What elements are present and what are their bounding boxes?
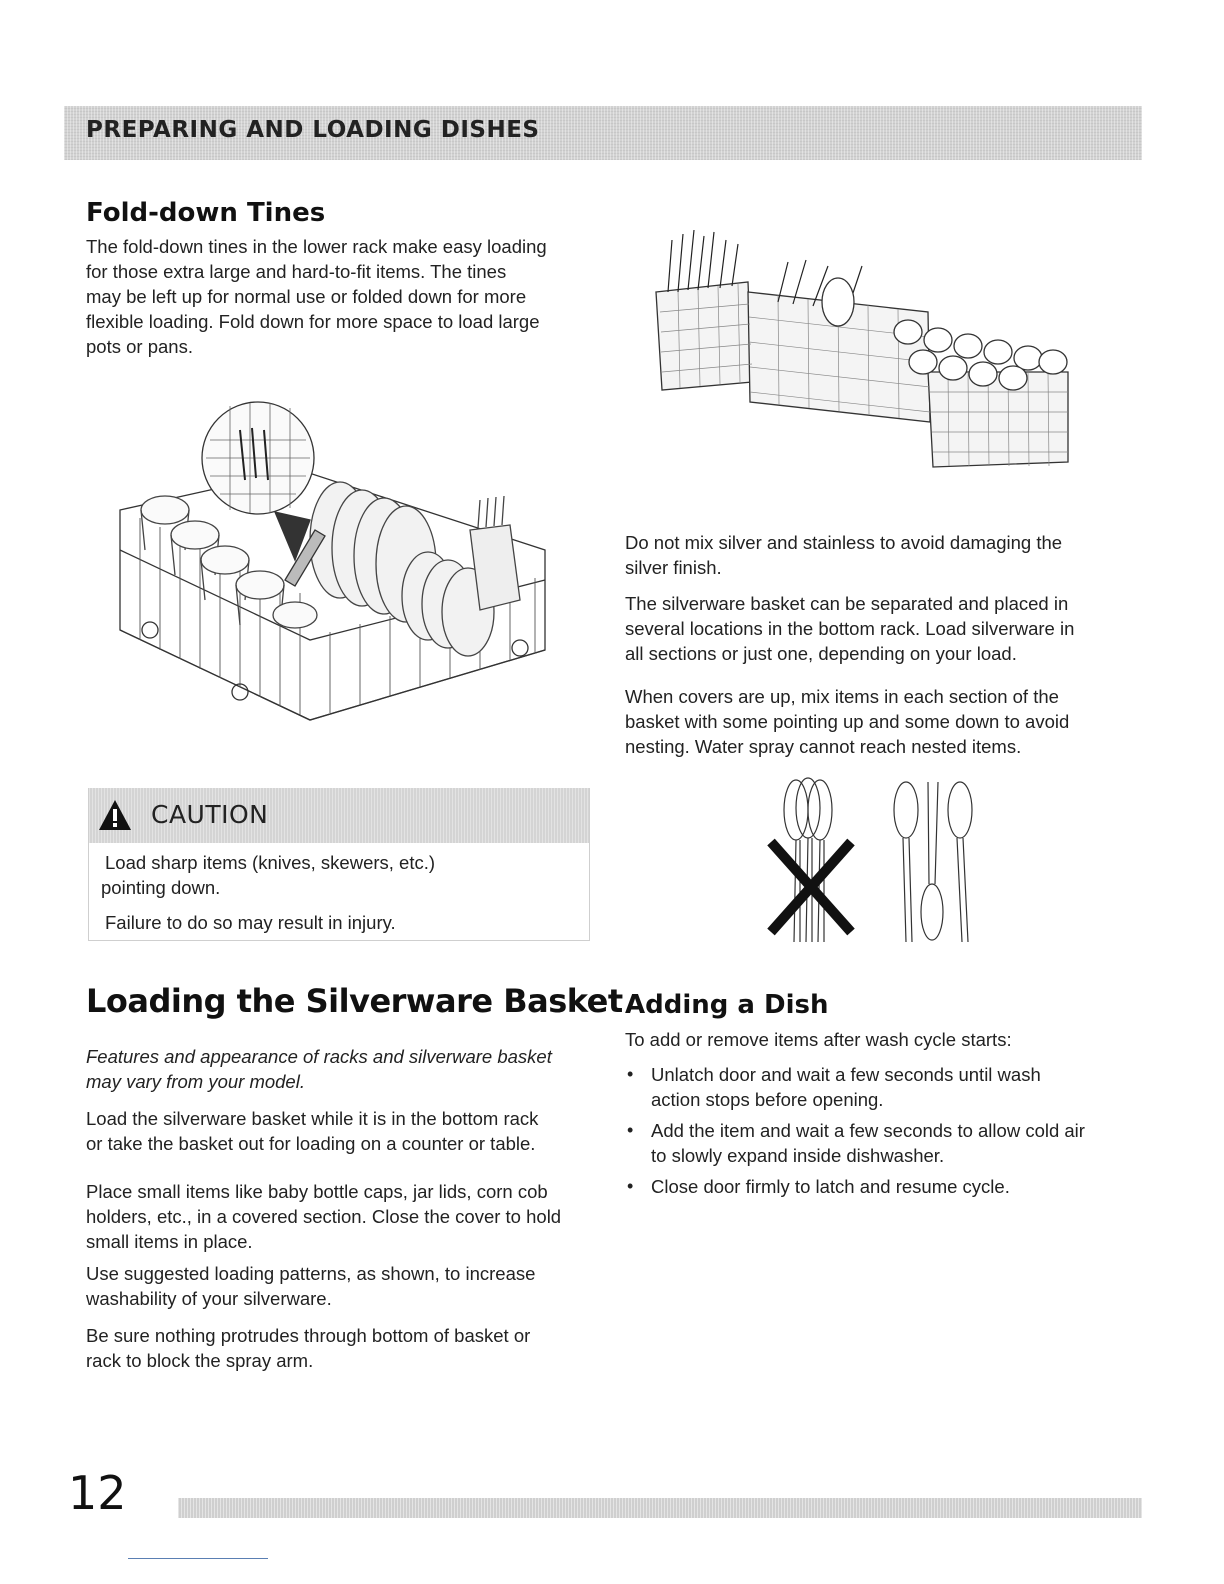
adding-dish-intro: To add or remove items after wash cycle starts: <box>625 1029 1012 1050</box>
adding-dish-steps <box>625 1062 1125 1205</box>
model-variation-note <box>86 1044 552 1094</box>
text-line: nesting. Water spray cannot reach nested items. <box>625 736 1022 757</box>
small-items-paragraph <box>86 1179 561 1254</box>
text-line: pointing down. <box>101 877 221 898</box>
text-line: The fold-down tines in the lower rack make easy loading <box>86 236 547 257</box>
page-number: 12 <box>68 1466 127 1520</box>
text-line: holders, etc., in a covered section. Close the cover to hold <box>86 1206 562 1227</box>
text-line: rack to block the spray arm. <box>86 1350 314 1371</box>
text-line: When covers are up, mix items in each section of the <box>625 686 1059 707</box>
silverware-basket-heading: Loading the Silverware Basket <box>86 982 623 1020</box>
text-line: The silverware basket can be separated and placed in <box>625 593 1069 614</box>
list-item <box>625 1118 1125 1168</box>
silverware-basket-illustration <box>648 222 1078 472</box>
adding-dish-heading: Adding a Dish <box>625 990 829 1020</box>
fold-down-tines-heading: Fold-down Tines <box>86 198 326 228</box>
text-line: washability of your silverware. <box>86 1288 332 1309</box>
text-line: basket with some pointing up and some down to avoid <box>625 711 1070 732</box>
text-line: Place small items like baby bottle caps, jar lids, corn cob <box>86 1181 548 1202</box>
text-line: or take the basket out for loading on a counter or table. <box>86 1133 536 1154</box>
text-line: Load the silverware basket while it is in the bottom rack <box>86 1108 539 1129</box>
text-line: several locations in the bottom rack. Load silverware in <box>625 618 1075 639</box>
text-line: small items in place. <box>86 1231 253 1252</box>
text-line: Load sharp items (knives, skewers, etc.) <box>105 852 436 873</box>
list-item <box>625 1062 1125 1112</box>
caution-text <box>101 850 436 935</box>
section-title: PREPARING AND LOADING DISHES <box>86 117 540 143</box>
spray-arm-paragraph <box>86 1323 530 1373</box>
text-line: Be sure nothing protrudes through bottom of basket or <box>86 1325 531 1346</box>
caution-label: CAUTION <box>151 800 269 829</box>
text-line: to slowly expand inside dishwasher. <box>651 1145 945 1166</box>
nesting-spoons-illustration <box>766 772 982 952</box>
footer-band <box>178 1498 1142 1518</box>
load-basket-paragraph <box>86 1106 538 1156</box>
text-line: flexible loading. Fold down for more space to load large <box>86 311 540 332</box>
fold-down-tines-text <box>86 234 547 359</box>
caution-box <box>88 788 590 941</box>
text-line: pots or pans. <box>86 336 193 357</box>
text-line: • Close door firmly to latch and resume cycle. <box>651 1176 1010 1197</box>
caution-band <box>89 788 589 843</box>
list-item <box>625 1174 1125 1199</box>
loading-patterns-paragraph <box>86 1261 535 1311</box>
text-line: Failure to do so may result in injury. <box>105 912 396 933</box>
footer-divider <box>128 1558 268 1559</box>
dish-rack-illustration <box>100 400 560 730</box>
text-line: Features and appearance of racks and silverware basket <box>86 1046 552 1067</box>
section-header-band <box>64 106 1142 160</box>
text-line: may vary from your model. <box>86 1071 305 1092</box>
covers-up-paragraph <box>625 684 1069 759</box>
text-line: Use suggested loading patterns, as shown, to increase <box>86 1263 536 1284</box>
text-line: • Unlatch door and wait a few seconds until wash <box>651 1064 1041 1085</box>
text-line: for those extra large and hard-to-fit items. The tines <box>86 261 507 282</box>
silver-stainless-paragraph <box>625 530 1062 580</box>
x-mark-icon <box>771 842 851 932</box>
warning-triangle-icon <box>97 798 133 832</box>
text-line: action stops before opening. <box>651 1089 884 1110</box>
text-line: silver finish. <box>625 557 722 578</box>
text-line: Do not mix silver and stainless to avoid damaging the <box>625 532 1063 553</box>
text-line: all sections or just one, depending on your load. <box>625 643 1017 664</box>
text-line: • Add the item and wait a few seconds to allow cold air <box>651 1120 1085 1141</box>
basket-separate-paragraph <box>625 591 1074 666</box>
text-line: may be left up for normal use or folded down for more <box>86 286 527 307</box>
